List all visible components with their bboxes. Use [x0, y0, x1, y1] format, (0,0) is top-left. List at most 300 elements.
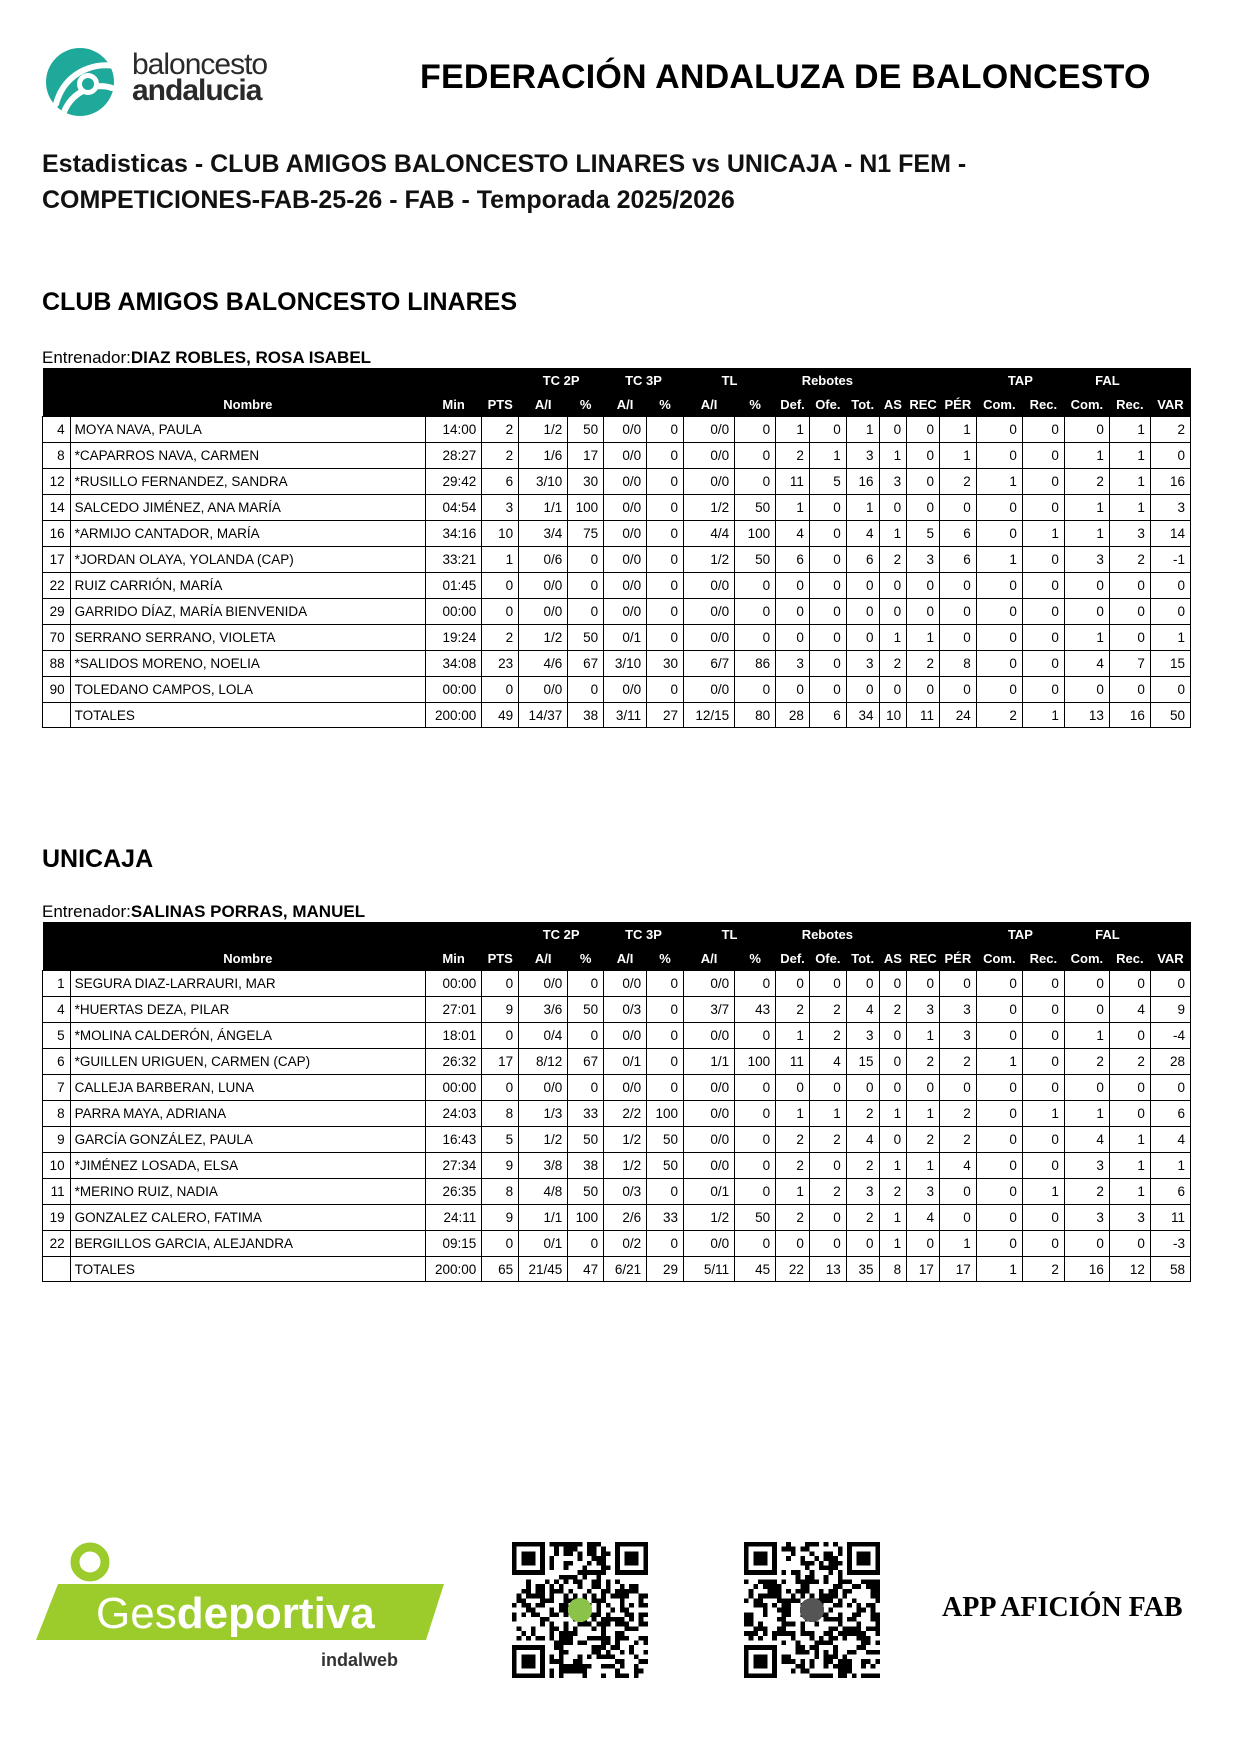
player-row: [43, 1205, 1191, 1231]
column-header: A/I: [519, 392, 568, 417]
column-header-row: [43, 392, 1191, 417]
column-header: A/I: [604, 392, 647, 417]
stat-cell: 1: [879, 443, 907, 469]
stat-cell: 11: [776, 1049, 810, 1075]
stat-cell: 0: [809, 971, 846, 997]
stat-cell: 0: [846, 573, 879, 599]
stat-cell: 09:15: [425, 1231, 481, 1257]
stat-cell: 0: [907, 469, 940, 495]
stat-cell: 0: [879, 1049, 907, 1075]
stat-cell: 28: [1150, 1049, 1190, 1075]
stat-cell: 6: [1150, 1101, 1190, 1127]
stat-cell: 2/2: [604, 1101, 647, 1127]
android-icon: [568, 1598, 592, 1622]
stat-cell: 26:35: [425, 1179, 481, 1205]
stat-cell: 1: [879, 521, 907, 547]
stat-cell: 50: [568, 997, 604, 1023]
stat-cell: 0: [809, 1231, 846, 1257]
column-header-number: [43, 392, 71, 417]
stat-cell: 1: [1109, 1127, 1150, 1153]
stat-cell: 2: [776, 1205, 810, 1231]
stat-cell: 75: [568, 521, 604, 547]
stat-cell: 1: [1022, 521, 1064, 547]
group-header-empty: [1150, 922, 1190, 946]
stat-cell: 0: [776, 1231, 810, 1257]
player-number-cell: [43, 703, 71, 728]
stat-cell: 2: [776, 1127, 810, 1153]
stat-cell: 0: [568, 1231, 604, 1257]
stat-cell: 2: [1064, 1179, 1109, 1205]
player-number-cell: [43, 1257, 71, 1282]
player-name-cell: SEGURA DIAZ-LARRAURI, MAR: [70, 971, 425, 997]
player-name-cell: SALCEDO JIMÉNEZ, ANA MARÍA: [70, 495, 425, 521]
stat-cell: 3: [846, 443, 879, 469]
column-header: Ofe.: [809, 392, 846, 417]
stat-cell: 01:45: [425, 573, 481, 599]
player-row: [43, 1127, 1191, 1153]
stat-cell: 4: [846, 1127, 879, 1153]
group-header-row: [43, 922, 1191, 946]
stat-cell: 0/0: [683, 1153, 734, 1179]
stat-cell: 65: [482, 1257, 519, 1282]
stat-cell: 12: [1109, 1257, 1150, 1282]
stat-cell: 1: [1150, 625, 1190, 651]
player-name-cell: PARRA MAYA, ADRIANA: [70, 1101, 425, 1127]
stat-cell: 10: [879, 703, 907, 728]
stat-cell: 00:00: [425, 1075, 481, 1101]
stat-cell: 6/21: [604, 1257, 647, 1282]
stat-cell: 50: [568, 1179, 604, 1205]
stat-cell: 4/4: [683, 521, 734, 547]
footer: [0, 1540, 1239, 1690]
stat-cell: 33: [568, 1101, 604, 1127]
stat-cell: 27:34: [425, 1153, 481, 1179]
stat-cell: 100: [647, 1101, 684, 1127]
stat-cell: 1/6: [519, 443, 568, 469]
column-header: Com.: [976, 392, 1022, 417]
stat-cell: 8: [482, 1179, 519, 1205]
stat-cell: 0: [907, 1231, 940, 1257]
stat-cell: 1: [1064, 521, 1109, 547]
stat-cell: 3: [879, 469, 907, 495]
stat-cell: 0: [735, 1075, 776, 1101]
stat-cell: 67: [568, 1049, 604, 1075]
stat-cell: 0: [1109, 1075, 1150, 1101]
stat-cell: 0/4: [519, 1023, 568, 1049]
stat-cell: 23: [482, 651, 519, 677]
stat-cell: 0: [939, 971, 976, 997]
stat-cell: 0/6: [519, 547, 568, 573]
column-header: PÉR: [939, 392, 976, 417]
stat-cell: 0: [735, 971, 776, 997]
stat-cell: 0: [735, 573, 776, 599]
stat-cell: 2: [482, 443, 519, 469]
stat-cell: 0/2: [604, 1231, 647, 1257]
stat-cell: 0: [1022, 417, 1064, 443]
brand-ges: Ges: [96, 1589, 177, 1638]
stat-cell: 16:43: [425, 1127, 481, 1153]
stat-cell: 6: [846, 547, 879, 573]
player-row: [43, 651, 1191, 677]
stat-cell: 0: [735, 1153, 776, 1179]
stat-cell: 0: [1022, 469, 1064, 495]
stat-cell: 1: [1064, 1101, 1109, 1127]
group-header-empty: [43, 922, 519, 946]
player-number-cell: 17: [43, 547, 71, 573]
stat-cell: 1/2: [519, 417, 568, 443]
stat-cell: 0/0: [604, 521, 647, 547]
stat-cell: 1: [879, 1205, 907, 1231]
qr-finder-pattern: [625, 1551, 639, 1565]
stat-cell: 1: [1109, 469, 1150, 495]
stat-cell: 1: [1064, 443, 1109, 469]
column-header: PTS: [482, 392, 519, 417]
player-name-cell: *CAPARROS NAVA, CARMEN: [70, 443, 425, 469]
stat-cell: 2: [809, 1179, 846, 1205]
stat-cell: 0/0: [683, 1231, 734, 1257]
column-header: VAR: [1150, 392, 1190, 417]
stat-cell: 8/12: [519, 1049, 568, 1075]
stat-cell: 0: [1022, 1023, 1064, 1049]
stat-cell: 4: [1109, 997, 1150, 1023]
stat-cell: 6: [1150, 1179, 1190, 1205]
stat-cell: 33:21: [425, 547, 481, 573]
stat-cell: 0: [809, 495, 846, 521]
stat-cell: 2: [1150, 417, 1190, 443]
stat-cell: 3: [907, 1179, 940, 1205]
player-name-cell: GARRIDO DÍAZ, MARÍA BIENVENIDA: [70, 599, 425, 625]
stat-cell: 2: [907, 1127, 940, 1153]
stat-cell: 16: [846, 469, 879, 495]
federation-title: FEDERACIÓN ANDALUZA DE BALONCESTO: [420, 58, 1151, 96]
stat-cell: 1/1: [683, 1049, 734, 1075]
stat-cell: 0: [647, 573, 684, 599]
column-header: Nombre: [70, 946, 425, 971]
stat-cell: 0: [809, 521, 846, 547]
player-name-cell: *JIMÉNEZ LOSADA, ELSA: [70, 1153, 425, 1179]
stat-cell: 0: [647, 1023, 684, 1049]
stat-cell: 0: [976, 1075, 1022, 1101]
stat-cell: 0/1: [604, 1049, 647, 1075]
stat-cell: 0: [1109, 573, 1150, 599]
column-header: %: [568, 946, 604, 971]
stat-cell: 0/0: [683, 443, 734, 469]
stat-cell: 49: [482, 703, 519, 728]
stat-cell: 50: [647, 1127, 684, 1153]
stat-cell: 0: [568, 971, 604, 997]
group-header: TAP: [976, 368, 1064, 392]
player-row: [43, 521, 1191, 547]
stat-cell: 1: [482, 547, 519, 573]
player-row: [43, 1075, 1191, 1101]
stat-cell: 30: [568, 469, 604, 495]
coach-label: Entrenador:: [42, 348, 131, 367]
stat-cell: 6: [482, 469, 519, 495]
stat-cell: 0: [647, 599, 684, 625]
stat-cell: 0: [1150, 599, 1190, 625]
column-header: A/I: [519, 946, 568, 971]
stat-cell: 0: [879, 1075, 907, 1101]
stat-cell: 0: [647, 495, 684, 521]
stat-cell: 2/6: [604, 1205, 647, 1231]
player-row: [43, 443, 1191, 469]
player-number-cell: 14: [43, 495, 71, 521]
group-header: FAL: [1064, 368, 1150, 392]
stat-cell: 2: [1109, 547, 1150, 573]
stat-cell: 0/0: [519, 1075, 568, 1101]
stat-cell: 0: [735, 1179, 776, 1205]
stat-cell: 3: [846, 1023, 879, 1049]
coach-name: SALINAS PORRAS, MANUEL: [130, 902, 366, 921]
column-header: %: [735, 392, 776, 417]
player-number-cell: 12: [43, 469, 71, 495]
player-number-cell: 7: [43, 1075, 71, 1101]
stat-cell: 100: [568, 495, 604, 521]
stat-cell: 0: [482, 573, 519, 599]
stat-cell: 0: [1150, 971, 1190, 997]
stat-cell: 0/0: [683, 1127, 734, 1153]
stat-cell: 0/0: [604, 677, 647, 703]
group-header: TC 2P: [519, 922, 604, 946]
player-number-cell: 9: [43, 1127, 71, 1153]
column-header: Tot.: [846, 392, 879, 417]
player-row: [43, 495, 1191, 521]
player-number-cell: 5: [43, 1023, 71, 1049]
stat-cell: 0/0: [604, 495, 647, 521]
stat-cell: 0: [568, 599, 604, 625]
player-name-cell: BERGILLOS GARCIA, ALEJANDRA: [70, 1231, 425, 1257]
group-header: TC 3P: [604, 922, 684, 946]
player-name-cell: TOTALES: [70, 1257, 425, 1282]
stat-cell: 0: [809, 1075, 846, 1101]
stat-cell: 3: [482, 495, 519, 521]
stat-cell: 0: [939, 677, 976, 703]
stat-cell: 30: [647, 651, 684, 677]
qr-finder-pattern: [521, 1655, 535, 1669]
stat-cell: 6: [776, 547, 810, 573]
stat-cell: 15: [846, 1049, 879, 1075]
stat-cell: 0: [809, 573, 846, 599]
stat-cell: 200:00: [425, 703, 481, 728]
stat-cell: 50: [735, 495, 776, 521]
column-header: %: [647, 946, 684, 971]
column-header: PÉR: [939, 946, 976, 971]
stat-cell: 50: [568, 1127, 604, 1153]
stat-cell: 1/1: [519, 495, 568, 521]
stat-cell: 1/2: [604, 1127, 647, 1153]
player-row: [43, 971, 1191, 997]
column-header: %: [647, 392, 684, 417]
stat-cell: 4/8: [519, 1179, 568, 1205]
stat-cell: 9: [1150, 997, 1190, 1023]
stat-cell: 0: [1064, 1075, 1109, 1101]
stat-cell: 6: [809, 703, 846, 728]
stat-cell: 0: [879, 417, 907, 443]
stat-cell: 1: [879, 625, 907, 651]
column-header: VAR: [1150, 946, 1190, 971]
stat-cell: 0/0: [604, 469, 647, 495]
stat-cell: 3: [1064, 1153, 1109, 1179]
stat-cell: 11: [776, 469, 810, 495]
stat-cell: 0/0: [683, 599, 734, 625]
stat-cell: 0: [879, 1023, 907, 1049]
stat-cell: 0: [1109, 1231, 1150, 1257]
stat-cell: 0: [482, 971, 519, 997]
stat-cell: 0: [735, 1101, 776, 1127]
stat-cell: 4: [907, 1205, 940, 1231]
stat-cell: 5: [482, 1127, 519, 1153]
group-header-empty: [879, 368, 976, 392]
player-name-cell: *HUERTAS DEZA, PILAR: [70, 997, 425, 1023]
player-name-cell: *MOLINA CALDERÓN, ÁNGELA: [70, 1023, 425, 1049]
stat-cell: 0: [1109, 971, 1150, 997]
stat-cell: 6: [939, 547, 976, 573]
column-header: AS: [879, 946, 907, 971]
stat-cell: 0: [907, 573, 940, 599]
stat-cell: 1: [976, 547, 1022, 573]
player-number-cell: 90: [43, 677, 71, 703]
stat-cell: 0: [1022, 1205, 1064, 1231]
stat-cell: 1/2: [683, 495, 734, 521]
stat-cell: 4: [846, 521, 879, 547]
player-name-cell: RUIZ CARRIÓN, MARÍA: [70, 573, 425, 599]
stat-cell: 0: [1150, 677, 1190, 703]
group-header: TL: [683, 368, 775, 392]
stat-cell: 2: [482, 417, 519, 443]
stat-cell: 2: [879, 547, 907, 573]
stat-cell: 1: [809, 1101, 846, 1127]
stat-cell: 0: [879, 573, 907, 599]
team-2-title: UNICAJA: [42, 845, 154, 873]
team-2-coach: [42, 902, 365, 922]
stat-cell: 0: [647, 1179, 684, 1205]
stat-cell: 0/0: [519, 971, 568, 997]
brand-deportiva: deportiva: [176, 1589, 375, 1638]
stat-cell: -3: [1150, 1231, 1190, 1257]
player-row: [43, 573, 1191, 599]
player-name-cell: *JORDAN OLAYA, YOLANDA (CAP): [70, 547, 425, 573]
stat-cell: 0/0: [604, 599, 647, 625]
player-number-cell: 8: [43, 443, 71, 469]
qr-code-android-icon[interactable]: [512, 1542, 648, 1678]
player-number-cell: 10: [43, 1153, 71, 1179]
player-row: [43, 1179, 1191, 1205]
stat-cell: 13: [809, 1257, 846, 1282]
stat-cell: 0/0: [683, 971, 734, 997]
stat-cell: 8: [939, 651, 976, 677]
stat-cell: 0: [1064, 1231, 1109, 1257]
logo-line-2: andalucia: [132, 74, 262, 107]
stat-cell: 3: [907, 547, 940, 573]
stat-cell: 2: [846, 1153, 879, 1179]
app-label: APP AFICIÓN FAB: [942, 1592, 1183, 1623]
stat-cell: 0: [647, 1049, 684, 1075]
stat-cell: 17: [482, 1049, 519, 1075]
stat-cell: 14: [1150, 521, 1190, 547]
stat-cell: 2: [776, 443, 810, 469]
stat-cell: 0/0: [683, 417, 734, 443]
column-header: %: [735, 946, 776, 971]
stat-cell: 0: [1022, 625, 1064, 651]
player-row: [43, 547, 1191, 573]
stat-cell: 1: [907, 625, 940, 651]
stat-cell: 0: [647, 971, 684, 997]
player-number-cell: 22: [43, 1231, 71, 1257]
player-row: [43, 997, 1191, 1023]
coach-label: Entrenador:: [42, 902, 131, 921]
stat-cell: 0: [879, 971, 907, 997]
player-name-cell: *GUILLEN URIGUEN, CARMEN (CAP): [70, 1049, 425, 1075]
stat-cell: 2: [1064, 469, 1109, 495]
stat-cell: 0: [1022, 1127, 1064, 1153]
stat-cell: 58: [1150, 1257, 1190, 1282]
stat-cell: 33: [647, 1205, 684, 1231]
stat-cell: 3: [939, 1023, 976, 1049]
player-number-cell: 29: [43, 599, 71, 625]
stat-cell: 0: [976, 495, 1022, 521]
group-header: Rebotes: [776, 922, 879, 946]
stat-cell: 00:00: [425, 971, 481, 997]
stat-cell: 16: [1150, 469, 1190, 495]
player-number-cell: 19: [43, 1205, 71, 1231]
stat-cell: 0: [976, 599, 1022, 625]
stat-cell: 86: [735, 651, 776, 677]
stat-cell: 15: [1150, 651, 1190, 677]
stat-cell: 17: [939, 1257, 976, 1282]
stat-cell: 13: [1064, 703, 1109, 728]
stat-cell: 0: [482, 1075, 519, 1101]
stat-cell: 0/0: [683, 1101, 734, 1127]
group-header: Rebotes: [776, 368, 879, 392]
stat-cell: 1: [879, 1231, 907, 1257]
column-header: Min: [425, 946, 481, 971]
column-header: A/I: [604, 946, 647, 971]
stat-cell: 0: [976, 1231, 1022, 1257]
stat-cell: 1: [776, 1179, 810, 1205]
player-row: [43, 599, 1191, 625]
stat-cell: 9: [482, 1153, 519, 1179]
player-number-cell: 11: [43, 1179, 71, 1205]
stat-cell: 3/7: [683, 997, 734, 1023]
stat-cell: 50: [568, 417, 604, 443]
stat-cell: 0: [809, 625, 846, 651]
stat-cell: 0: [1109, 1023, 1150, 1049]
stat-cell: 35: [846, 1257, 879, 1282]
stat-cell: 0: [735, 599, 776, 625]
player-row: [43, 1049, 1191, 1075]
stat-cell: 2: [907, 651, 940, 677]
stat-cell: 0: [1150, 573, 1190, 599]
stat-cell: 0: [647, 997, 684, 1023]
stat-cell: 0/1: [683, 1179, 734, 1205]
stat-cell: 0: [1022, 971, 1064, 997]
group-header: TC 2P: [519, 368, 604, 392]
qr-finder-pattern: [857, 1551, 871, 1565]
player-row: [43, 1231, 1191, 1257]
team-2-stats-table: [42, 922, 1191, 1282]
qr-code-ios-icon[interactable]: [744, 1542, 880, 1678]
stat-cell: 0: [482, 599, 519, 625]
column-header: Tot.: [846, 946, 879, 971]
stat-cell: 6/7: [683, 651, 734, 677]
stat-cell: 1: [846, 495, 879, 521]
stat-cell: 3: [907, 997, 940, 1023]
player-number-cell: 70: [43, 625, 71, 651]
stat-cell: 0: [735, 417, 776, 443]
stat-cell: 0: [976, 677, 1022, 703]
stat-cell: 28: [776, 703, 810, 728]
column-header: Com.: [1064, 392, 1109, 417]
